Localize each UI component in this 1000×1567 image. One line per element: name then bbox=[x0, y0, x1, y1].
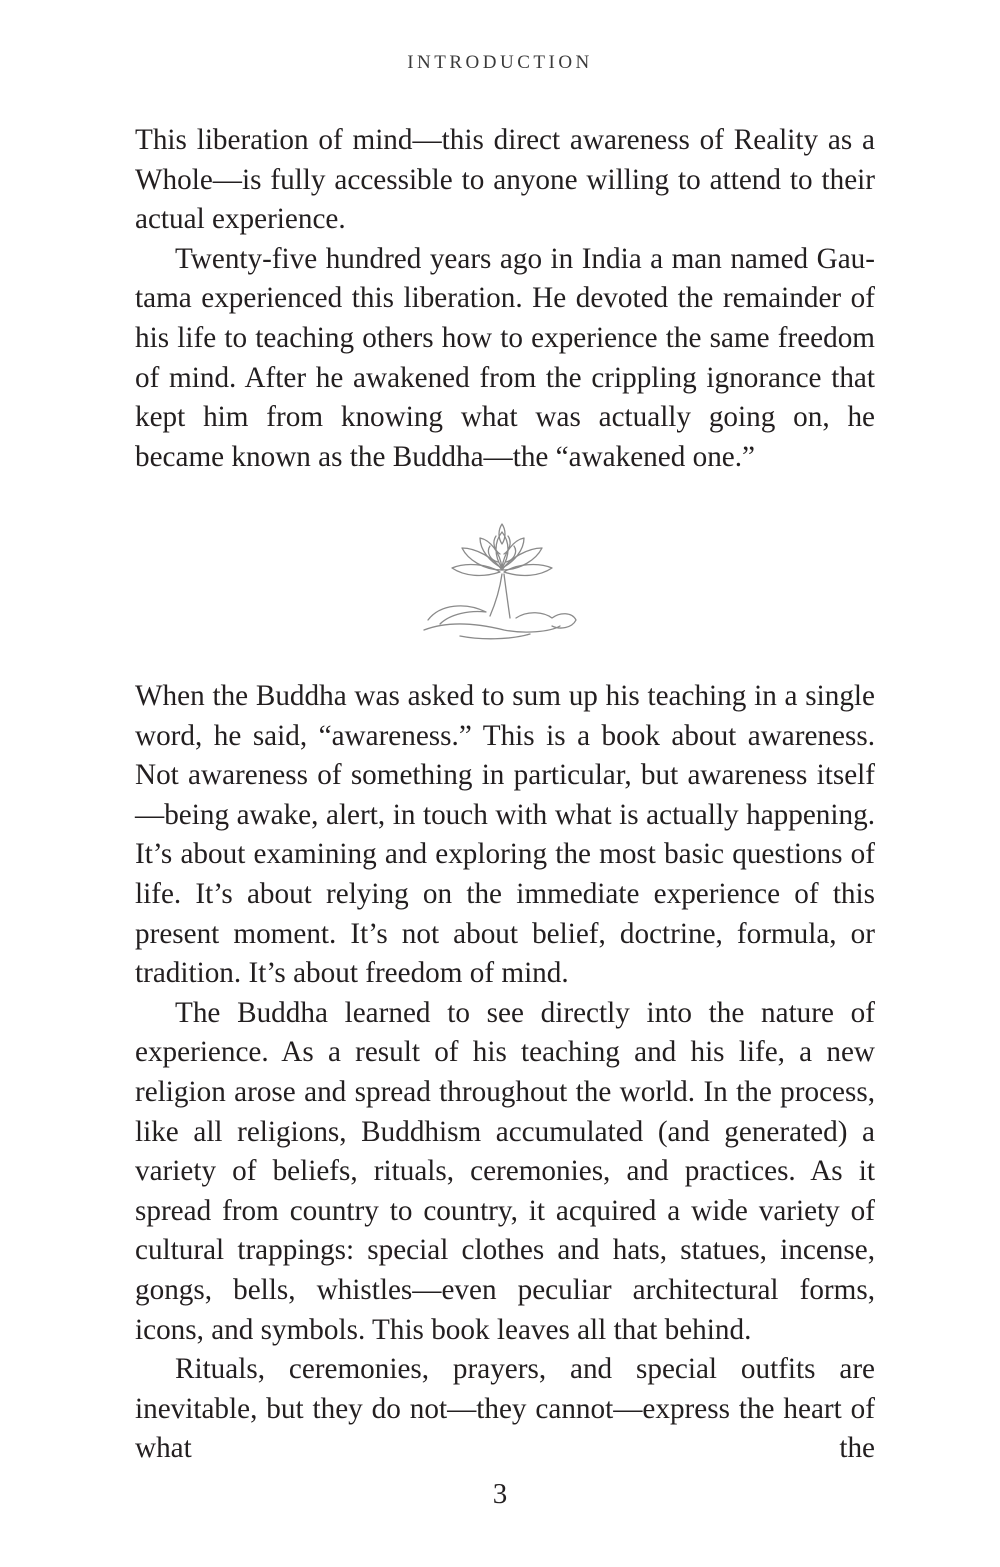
paragraph: The Buddha learned to see directly into the nature of experience. As a result of his teaching and his life, a new religion arose and spread throughout the world. In the process, like all religions, Buddhism accumulated (and generated) a variety of beliefs, rituals, ceremonies, and practices. As it spread from country to country, it acquired a wide variety of cultural trappings: special clothes and hats, statues, incense, gongs, bells, whistles—even peculiar architectural forms, icons, and symbols. This book leaves all that behind. bbox=[135, 996, 875, 1346]
text-block-after-ornament bbox=[135, 677, 875, 1469]
lotus-flower-icon bbox=[420, 512, 585, 642]
running-head: INTRODUCTION bbox=[407, 52, 593, 73]
text-block-before-ornament bbox=[135, 121, 875, 477]
page-number: 3 bbox=[492, 1478, 508, 1510]
paragraph: This liberation of mind—this direct awareness of Reality as a Whole—is fully accessible to anyone willing to attend to their actual experience. bbox=[135, 124, 875, 236]
paragraph: When the Buddha was asked to sum up his teaching in a single word, he said, “awareness.” This is a book about awareness. Not awareness of something in particular, but awareness itself—being awake, alert, in touch with what is actually happening. It’s about examining and exploring the most basic questions of life. It’s about relying on the immediate experience of this present moment. It’s not about belief, doctrine, formula, or tradition. It’s about freedom of mind. bbox=[135, 680, 875, 990]
paragraph: Twenty-five hundred years ago in India a man named Gautama experienced this liberation. He devoted the remainder of his life to teaching others how to experience the same freedom of mind. After he awakened from the crippling ignorance that kept him from knowing what was actually going on, he became known as the Buddha—the “awakened one.” bbox=[135, 242, 875, 473]
paragraph: Rituals, ceremonies, prayers, and special outfits are inevitable, but they do not—they cannot—express the heart of what the bbox=[135, 1353, 875, 1465]
